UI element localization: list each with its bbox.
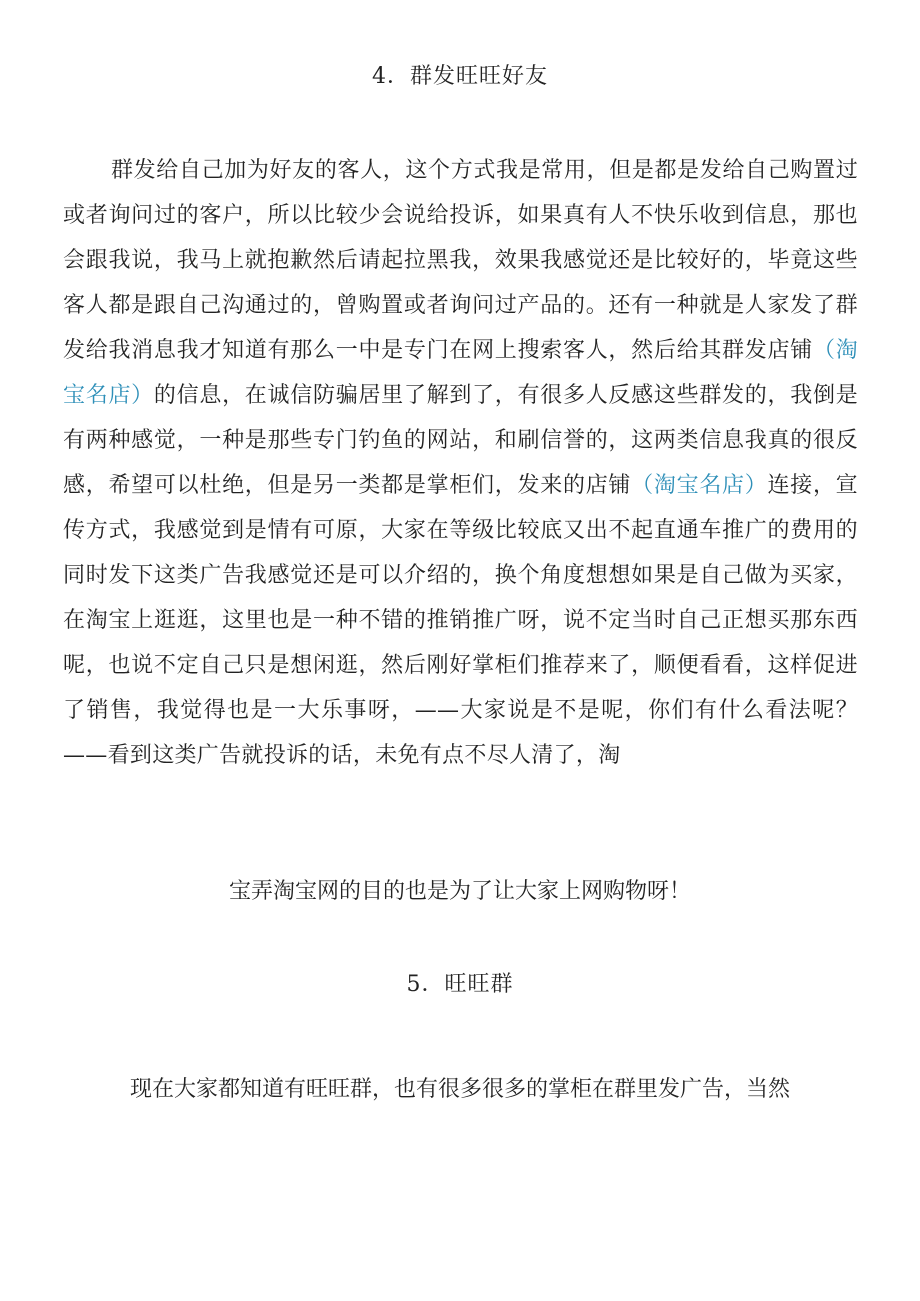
paragraph-text-part-2: 的信息，在诚信防骗居里了解到了，有很多人反感这些群发的，我倒是有两种感觉，一种是那些专门钓鱼的网站，和刷信誉的，这两类信息我真的很反感，希望可以杜绝，但是另一类都是掌柜们，发来的店铺 — [63, 383, 858, 498]
paragraph-text-part-1: 群发给自己加为好友的客人，这个方式我是常用，但是都是发给自己购置过或者询问过的客户，所以比较少会说给投诉，如果真有人不快乐收到信息，那也会跟我说，我马上就抱歉然后请起拉黑我，效果我感觉还是比较好的，毕竟这些客人都是跟自己沟通过的，曾购置或者询问过产品的。还有一种就是人家发了群发给我消息我才知道有那么一中是专门在网上搜索客人，然后给其群发店铺 — [63, 158, 858, 363]
section-4-paragraph — [63, 148, 858, 778]
taobao-store-link-2[interactable]: （淘宝名店） — [631, 473, 768, 498]
section-5-heading: 5．旺旺群 — [406, 972, 514, 997]
taobao-store-link-1[interactable]: （淘宝名店） — [63, 338, 858, 408]
section-4-continuation-line: 宝弄淘宝网的目的也是为了让大家上网购物呀！ — [228, 879, 691, 904]
section-4-heading: 4．群发旺旺好友 — [372, 64, 548, 89]
section-5-paragraph: 现在大家都知道有旺旺群，也有很多很多的掌柜在群里发广告，当然 — [129, 1077, 790, 1102]
paragraph-text-part-3: 连接，宣传方式，我感觉到是情有可原，大家在等级比较底又出不起直通车推广的费用的同时发下这类广告我感觉还是可以介绍的，换个角度想想如果是自己做为买家，在淘宝上逛逛，这里也是一种不错的推销推广呀，说不定当时自己正想买那东西呢，也说不定自己只是想闲逛，然后刚好掌柜们推荐来了，顺便看看，这样促进了销售，我觉得也是一大乐事呀，——大家说是不是呢，你们有什么看法呢？——看到这类广告就投诉的话，未免有点不尽人清了，淘 — [63, 473, 858, 768]
